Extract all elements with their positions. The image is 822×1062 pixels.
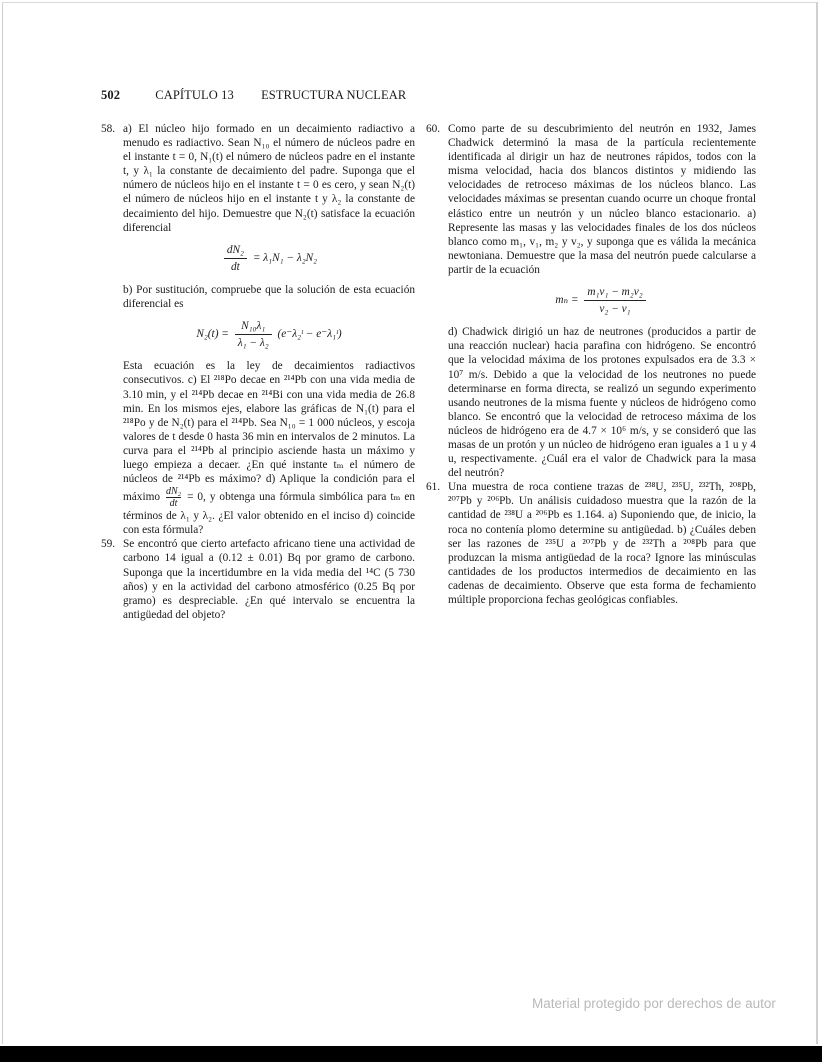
problem-59 bbox=[101, 537, 415, 622]
numerator: dN₂ bbox=[165, 486, 182, 498]
page-number: 502 bbox=[101, 88, 121, 102]
equation-lhs: mₙ = bbox=[555, 294, 579, 307]
fraction bbox=[224, 243, 247, 274]
left-column bbox=[101, 122, 415, 622]
numerator: m₁v₁ − m₂v₂ bbox=[584, 285, 645, 301]
equation-rhs: (e⁻λ₂ᵗ − e⁻λ₁ᵗ) bbox=[277, 328, 342, 341]
equation-lhs: N₂(t) = bbox=[196, 328, 229, 341]
equation-rhs: = λ₁N₁ − λ₂N₂ bbox=[252, 251, 318, 264]
problem-text: Se encontró que cierto artefacto africano tiene una actividad de carbono 14 igual a (0.12 ± 0.01) Bq por gramo de carbono. Suponga que la incertidumbre en la vida media del ¹⁴C (5 730 años) y en la actividad del carbono atmosférico (0.25 Bq por gramo) es despreciable. ¿En qué intervalo se encuentra la antigüedad del objeto? bbox=[123, 538, 415, 621]
problem-text-part-c bbox=[123, 359, 415, 537]
right-column bbox=[426, 122, 756, 607]
chapter-title: ESTRUCTURA NUCLEAR bbox=[261, 88, 407, 102]
denominator: dt bbox=[231, 260, 240, 273]
bottom-black-bar bbox=[0, 1046, 822, 1062]
denominator: λ₁ − λ₂ bbox=[237, 337, 269, 350]
equation-solution bbox=[123, 319, 415, 350]
equation-differential bbox=[123, 243, 415, 274]
fraction bbox=[584, 285, 645, 316]
problem-text-part-d: d) Chadwick dirigió un haz de neutrones (producidos a partir de una reacción nuclear) hacia parafina con hidrógeno. Se encontró que la velocidad máxima de los protones expulsados era de 3.3 × 10⁷ m/s. Debido a que la velocidad de los neutrones no puede determinarse en forma directa, se realizó un segundo experimento usando neutrones de la misma fuente y núcleos de hidrógeno como blanco. Se encontró que la velocidad de retroceso máxima de los núcleos de hidrógeno era de 4.7 × 10⁶ m/s, y se consideró que las masas de un protón y un núcleo de hidrógeno eran iguales a 1 u y 4 u, respectivamente. ¿Cuál era el valor de Chadwick para la masa del neutrón? bbox=[448, 326, 756, 480]
problem-text-part-b: b) Por sustitución, compruebe que la solución de esta ecuación diferencial es bbox=[123, 283, 415, 311]
fraction bbox=[235, 319, 272, 350]
problem-number: 61. bbox=[426, 481, 441, 494]
copyright-watermark: Material protegido por derechos de autor bbox=[532, 996, 776, 1011]
problem-text-part-a: Como parte de su descubrimiento del neutrón en 1932, James Chadwick determinó la masa de la partícula recientemente identificada al dirigir un haz de neutrones rápidos, todos con la misma velocidad, hacia dos blancos distintos y midiendo las velocidades de retroceso máximas de los núcleos blanco. Las velocidades máximas se presentan cuando ocurre un choque frontal elástico entre un neutrón y un núcleo blanco estacionario. a) Represente las masas y las velocidades finales de los dos núcleos blanco como m₁, v₁, m₂ y v₂, y suponga que es válida la mecánica newtoniana. Demuestre que la masa del neutrón puede calcularse a partir de la ecuación bbox=[448, 123, 756, 276]
problem-text: Una muestra de roca contiene trazas de ²³⁸U, ²³⁵U, ²³²Th, ²⁰⁸Pb, ²⁰⁷Pb y ²⁰⁶Pb. Un análisis cuidadoso muestra que la razón de la cantidad de ²³⁸U a ²⁰⁶Pb es 1.164. a) Suponiendo que, de inicio, la roca no contenía plomo determine su antigüedad. b) ¿Cuáles deben ser las razones de ²³⁵U a ²⁰⁷Pb y de ²³²Th a ²⁰⁸Pb para que produzcan la misma antigüedad de la roca? Ignore las minúsculas cantidades de los productos intermedios de decaimiento en las cadenas de decaimiento. Observe que esta forma de fechamiento múltiple proporciona fechas geológicas confiables. bbox=[448, 481, 756, 606]
problem-text-part-a: a) El núcleo hijo formado en un decaimiento radiactivo a menudo es radiactivo. Sean N₁₀ el número de núcleos padre en el instante t = 0, N₁(t) el número de núcleos padre en el instante t, y λ₁ la constante de decaimiento del padre. Suponga que el número de núcleos hijo en el instante t = 0 es cero, y sean N₂(t) el número de núcleos hijo en el instante t y λ₂ la constante de decaimiento del hijo. Demuestre que N₂(t) satisface la ecuación diferencial bbox=[123, 123, 415, 234]
problem-58 bbox=[101, 122, 415, 537]
problem-61 bbox=[426, 480, 756, 607]
text-segment: Esta ecuación es la ley de decaimientos radiactivos consecutivos. c) El ²¹⁸Po decae en ²¹⁴Pb con una vida media de 3.10 min, y el ²¹⁴Pb decae en ²¹⁴Bi con una vida media de 26.8 min. En los mismos ejes, elabore las gráficas de N₁(t) para el ²¹⁸Po y de N₂(t) para el ²¹⁴Pb. Sea N₁₀ = 1 000 núcleos, y escoja valores de t desde 0 hasta 36 min en intervalos de 2 minutos. La curva para el ²¹⁴Pb al principio asciende hasta un máximo y luego empieza a decaer. ¿En qué instante tₘ el número de núcleos de ²¹⁴Pb es máximo? d) Aplique la condición para el máximo bbox=[123, 360, 415, 504]
running-header bbox=[101, 88, 406, 103]
equation-neutron-mass bbox=[448, 285, 756, 316]
chapter-label: CAPÍTULO 13 bbox=[155, 88, 234, 102]
denominator: v₂ − v₁ bbox=[599, 303, 631, 316]
numerator: N₁₀λ₁ bbox=[235, 319, 272, 335]
numerator: dN₂ bbox=[224, 243, 247, 259]
text-segment: = 0, y obtenga una fórmula simbólica para tₘ en términos de λ₁ y λ₂. ¿El valor obtenido en el inciso d) coincide con esta fórmula? bbox=[123, 491, 416, 537]
problem-number: 59. bbox=[101, 538, 116, 551]
inline-fraction bbox=[166, 486, 181, 509]
denominator: dt bbox=[169, 498, 178, 510]
problem-60 bbox=[426, 122, 756, 480]
problem-number: 58. bbox=[101, 123, 116, 135]
problem-number: 60. bbox=[426, 123, 441, 135]
